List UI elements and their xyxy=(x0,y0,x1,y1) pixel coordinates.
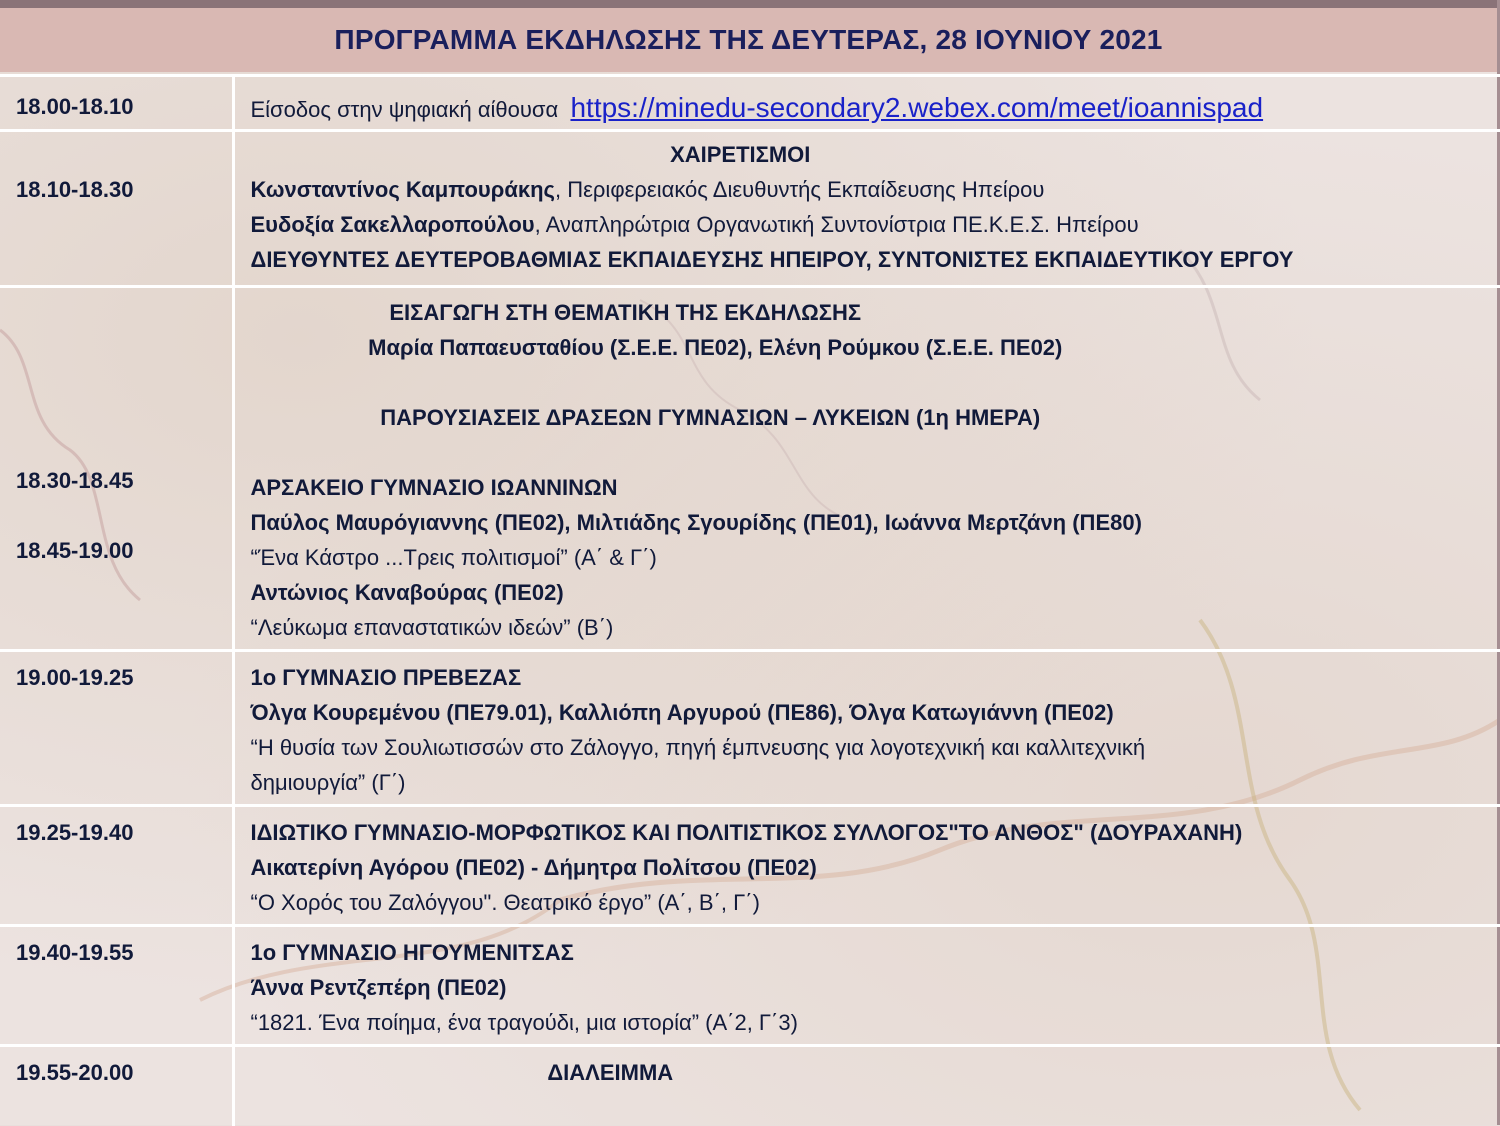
teachers: Παύλος Μαυρόγιαννης (ΠΕ02), Μιλτιάδης Σγουρίδης (ΠΕ01), Ιωάννα Μερτζάνη (ΠΕ80) xyxy=(251,505,1500,540)
schedule-row xyxy=(0,926,1500,1046)
section-heading: ΕΙΣΑΓΩΓΗ ΣΤΗ ΘΕΜΑΤΙΚΗ ΤΗΣ ΕΚΔΗΛΩΣΗΣ xyxy=(251,295,1500,330)
schedule-row xyxy=(0,1046,1500,1126)
content-cell xyxy=(233,926,1500,1046)
time-cell: 19.55-20.00 xyxy=(0,1046,233,1126)
intro-speakers: Μαρία Παπαευσταθίου (Σ.Ε.Ε. ΠΕ02), Ελένη Ρούμκου (Σ.Ε.Ε. ΠΕ02) xyxy=(251,330,1500,365)
time-cell: 19.00-19.25 xyxy=(0,651,233,806)
project-title: “Λεύκωμα επαναστατικών ιδεών” (Β΄) xyxy=(251,610,1500,645)
speaker-name: Ευδοξία Σακελλαροπούλου xyxy=(251,212,535,237)
time-cell xyxy=(0,287,233,651)
schedule-row xyxy=(0,651,1500,806)
project-title: “Η θυσία των Σουλιωτισσών στο Ζάλογγο, πηγή έμπνευσης για λογοτεχνική και καλλιτεχνική xyxy=(251,730,1500,765)
school-name: ΙΔΙΩΤΙΚΟ ΓΥΜΝΑΣΙΟ-ΜΟΡΦΩΤΙΚΟΣ ΚΑΙ ΠΟΛΙΤΙΣΤΙΚΟΣ ΣΥΛΛΟΓΟΣ"ΤΟ ΑΝΘΟΣ" (ΔΟΥΡΑΧΑΝΗ) xyxy=(251,815,1500,850)
project-title: “Ο Χορός του Ζαλόγγου". Θεατρικό έργο” (Α΄, Β΄, Γ΄) xyxy=(251,885,1500,920)
section-heading: ΠΑΡΟΥΣΙΑΣΕΙΣ ΔΡΑΣΕΩΝ ΓΥΜΝΑΣΙΩΝ – ΛΥΚΕΙΩΝ (1η ΗΜΕΡΑ) xyxy=(251,400,1500,435)
directors-line: ΔΙΕΥΘΥΝΤΕΣ ΔΕΥΤΕΡΟΒΑΘΜΙΑΣ ΕΚΠΑΙΔΕΥΣΗΣ ΗΠΕΙΡΟΥ, ΣΥΝΤΟΝΙΣΤΕΣ ΕΚΠΑΙΔΕΥΤΙΚΟΥ ΕΡΓΟΥ xyxy=(251,242,1500,277)
teachers: Αντώνιος Καναβούρας (ΠΕ02) xyxy=(251,575,1500,610)
school-name: ΑΡΣΑΚΕΙΟ ΓΥΜΝΑΣΙΟ ΙΩΑΝΝΙΝΩΝ xyxy=(251,470,1500,505)
speaker-role: , Περιφερειακός Διευθυντής Εκπαίδευσης Ηπείρου xyxy=(555,177,1044,202)
top-strip xyxy=(0,0,1500,8)
time-cell: 18.00-18.10 xyxy=(0,76,233,131)
section-heading: ΧΑΙΡΕΤΙΣΜΟΙ xyxy=(251,137,1500,172)
page-title-bar xyxy=(0,8,1497,72)
teachers: Αικατερίνη Αγόρου (ΠΕ02) - Δήμητρα Πολίτσου (ΠΕ02) xyxy=(251,850,1500,885)
meeting-link[interactable]: https://minedu-secondary2.webex.com/meet/ioannispad xyxy=(570,92,1263,123)
content-cell xyxy=(233,1046,1500,1126)
teachers: Άννα Ρεντζεπέρη (ΠΕ02) xyxy=(251,970,1500,1005)
time-slot: 18.30-18.45 xyxy=(16,463,232,498)
schedule-row xyxy=(0,76,1500,131)
content-cell xyxy=(233,806,1500,926)
schedule-row xyxy=(0,131,1500,287)
time-slot: 18.45-19.00 xyxy=(16,533,232,568)
speaker-line xyxy=(251,172,1500,207)
schedule-row xyxy=(0,806,1500,926)
schedule-row xyxy=(0,287,1500,651)
teachers: Όλγα Κουρεμένου (ΠΕ79.01), Καλλιόπη Αργυρού (ΠΕ86), Όλγα Κατωγιάννη (ΠΕ02) xyxy=(251,695,1500,730)
content-cell xyxy=(233,287,1500,651)
speaker-role: , Αναπληρώτρια Οργανωτική Συντονίστρια ΠΕ.Κ.Ε.Σ. Ηπείρου xyxy=(535,212,1139,237)
project-title: δημιουργία” (Γ΄) xyxy=(251,765,1500,800)
time-cell: 19.25-19.40 xyxy=(0,806,233,926)
break-label: ΔΙΑΛΕΙΜΜΑ xyxy=(251,1055,1500,1090)
speaker-line xyxy=(251,207,1500,242)
schedule-table xyxy=(0,74,1500,1126)
speaker-name: Κωνσταντίνος Καμπουράκης xyxy=(251,177,556,202)
entry-text: Είσοδος στην ψηφιακή αίθουσα xyxy=(251,97,559,122)
content-cell xyxy=(233,651,1500,806)
project-title: “Ένα Κάστρο ...Τρεις πολιτισμοί” (Α΄ & Γ΄) xyxy=(251,540,1500,575)
project-title: “1821. Ένα ποίημα, ένα τραγούδι, μια ιστορία” (Α΄2, Γ΄3) xyxy=(251,1005,1500,1040)
content-cell xyxy=(233,76,1500,131)
time-cell: 18.10-18.30 xyxy=(0,131,233,287)
page-title: ΠΡΟΓΡΑΜΜΑ ΕΚΔΗΛΩΣΗΣ ΤΗΣ ΔΕΥΤΕΡΑΣ, 28 ΙΟΥΝΙΟΥ 2021 xyxy=(334,24,1162,56)
time-cell: 19.40-19.55 xyxy=(0,926,233,1046)
content-cell xyxy=(233,131,1500,287)
school-name: 1ο ΓΥΜΝΑΣΙΟ ΠΡΕΒΕΖΑΣ xyxy=(251,660,1500,695)
school-name: 1ο ΓΥΜΝΑΣΙΟ ΗΓΟΥΜΕΝΙΤΣΑΣ xyxy=(251,935,1500,970)
